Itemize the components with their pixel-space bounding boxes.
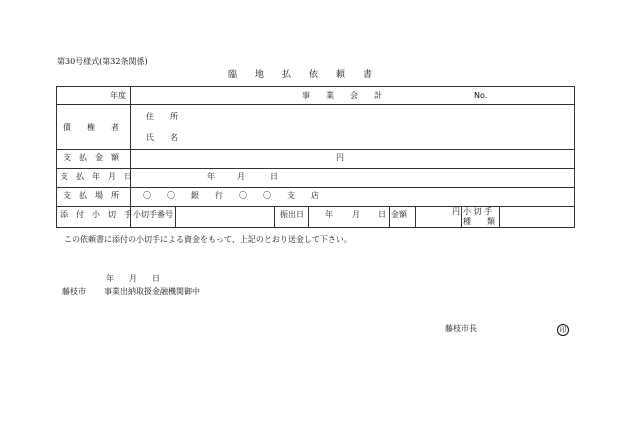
- request-text: この依頼書に添付の小切手による資金をもって、上記のとおり送金して下さい。: [64, 235, 352, 244]
- col-divider: [415, 206, 416, 227]
- payment-day: 日: [270, 172, 278, 181]
- col-divider: [389, 206, 390, 227]
- col-divider: [175, 206, 176, 227]
- addressee-city: 藤枝市: [62, 287, 86, 296]
- form-number: 第30号様式(第32条関係): [57, 57, 148, 66]
- row-divider: [57, 168, 575, 169]
- col-divider: [461, 206, 462, 227]
- col-divider: [308, 206, 309, 227]
- sign-year: 年: [106, 274, 114, 283]
- check-amount-unit: 円: [452, 207, 460, 216]
- bank-branch: 〇 〇 銀 行 〇 〇 支 店: [143, 191, 319, 200]
- col-divider: [499, 206, 500, 227]
- check-amount-label: 金額: [391, 210, 407, 219]
- mayor-label: 藤枝市長: [445, 324, 477, 333]
- issue-month: 月: [352, 210, 360, 219]
- seal-mark: 印: [557, 324, 569, 336]
- col-divider: [130, 87, 131, 227]
- amount-unit: 円: [336, 153, 344, 162]
- payment-month: 月: [237, 172, 245, 181]
- payment-date-label: 支 払 年 月 日: [60, 172, 132, 181]
- check-type-label-line2: 種 類: [463, 217, 495, 226]
- sign-day: 日: [152, 274, 160, 283]
- payment-place-label: 支 払 場 所: [63, 191, 119, 200]
- issue-date-label: 振出日: [280, 210, 304, 219]
- col-divider: [274, 206, 275, 227]
- row-divider: [57, 206, 575, 207]
- account-label: 事 業 会 計: [302, 91, 382, 100]
- form-title: 臨 地 払 依 頼 書: [228, 70, 373, 80]
- issue-year: 年: [325, 210, 333, 219]
- check-type-label-line1: 小 切 手: [463, 207, 493, 216]
- amount-label: 支 払 金 額: [63, 153, 119, 162]
- row-divider: [57, 104, 575, 105]
- number-label: No.: [474, 91, 488, 100]
- fiscal-year-label: 年度: [110, 91, 126, 100]
- row-divider: [57, 149, 575, 150]
- addressee-recipient: 事業出納取扱金融機関御中: [104, 287, 200, 296]
- attached-check-label: 添 付 小 切 手: [60, 210, 132, 219]
- row-divider: [57, 187, 575, 188]
- request-form-table: [56, 86, 575, 228]
- sign-month: 月: [129, 274, 137, 283]
- address-label: 住 所: [146, 112, 178, 121]
- creditor-label: 債 権 者: [63, 123, 119, 132]
- payment-year: 年: [207, 172, 215, 181]
- name-label: 氏 名: [146, 133, 178, 142]
- issue-day: 日: [378, 210, 386, 219]
- check-number-label: 小切手番号: [133, 210, 173, 219]
